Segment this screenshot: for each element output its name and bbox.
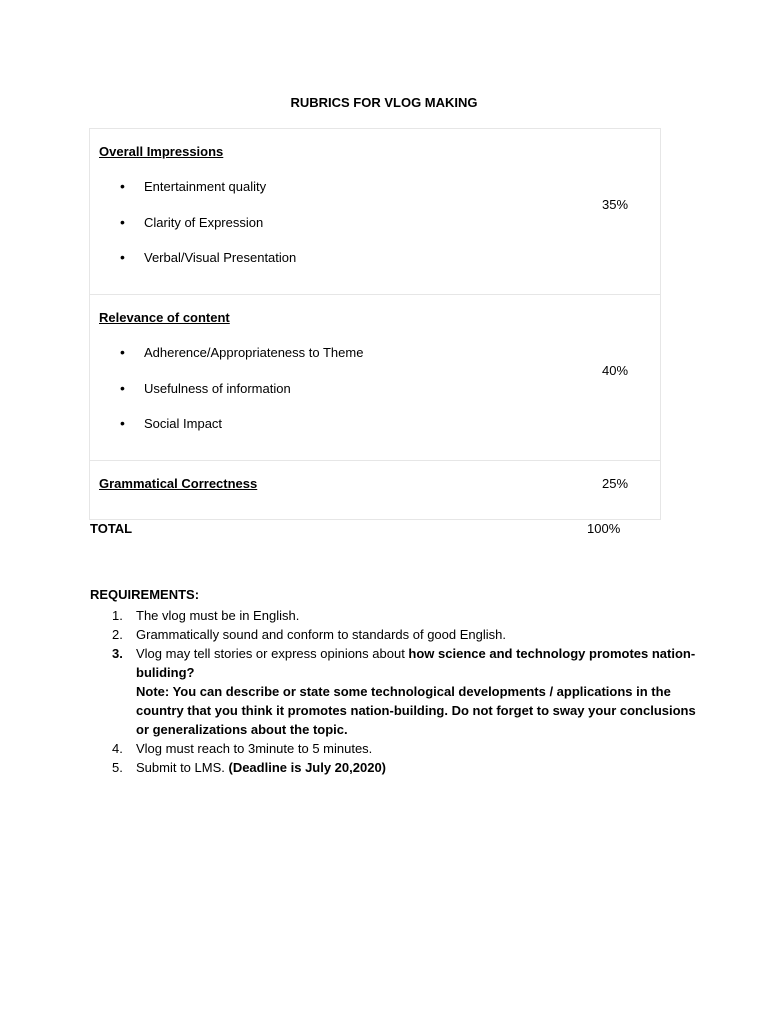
bullet-item [90,215,296,251]
bullet-text: Social Impact [144,416,223,431]
requirement-item [0,739,696,758]
requirement-item [0,758,696,777]
bullet-text: Verbal/Visual Presentation [144,250,297,265]
rubric-table [89,128,661,520]
bullet-text: Adherence/Appropriateness to Theme [144,345,364,360]
criterion-weight: 35% [602,197,629,212]
requirement-number: 5. [112,760,123,775]
criterion-title: Grammatical Correctness [99,476,258,491]
bullet-item [90,179,296,215]
bullet-item [90,250,296,286]
criterion-title: Overall Impressions [99,144,224,159]
bullet-dot-icon: • [120,415,125,431]
bullet-dot-icon: • [120,213,125,230]
criterion-bullet-list [90,179,296,286]
bullet-dot-icon: • [120,178,125,194]
requirement-number: 4. [112,741,123,756]
requirement-text: Grammatically sound and conform to standards of good English. [136,627,506,642]
requirement-deadline: (Deadline is July 20,2020) [228,760,387,775]
bullet-text: Entertainment quality [144,179,267,194]
bullet-item [90,381,363,417]
requirement-number: 2. [112,627,123,642]
document-title: RUBRICS FOR VLOG MAKING [290,95,478,110]
bullet-item [90,416,363,452]
total-value: 100% [587,521,621,536]
requirements-heading: REQUIREMENTS: [90,587,200,602]
requirement-item [0,644,696,739]
requirement-text: The vlog must be in English. [136,608,300,623]
requirements-list [0,606,768,777]
requirement-number: 3. [112,646,123,661]
criterion-weight: 25% [602,476,629,491]
requirement-text: Vlog may tell stories or express opinions about [136,646,409,661]
criterion-bullet-list [90,345,363,452]
bullet-item [90,345,363,381]
rubric-row-grammatical-correctness [90,461,660,519]
rubric-row-overall-impressions [90,129,660,295]
requirement-text: Vlog must reach to 3minute to 5 minutes. [136,741,373,756]
bullet-dot-icon: • [120,344,125,360]
rubric-row-relevance-of-content [90,295,660,461]
bullet-dot-icon: • [120,379,125,396]
criterion-weight: 40% [602,363,629,378]
requirement-item [0,606,696,625]
total-label: TOTAL [90,521,133,536]
bullet-text: Usefulness of information [144,380,291,396]
requirement-note: Note: You can describe or state some technological developments / applications in the country that you think it promotes nation-building. Do not forget to sway your conclusions or generalizations about the topic. [136,684,696,737]
bullet-dot-icon: • [120,249,125,265]
requirement-number: 1. [112,608,123,623]
bullet-text: Clarity of Expression [144,214,264,230]
requirement-text: Submit to LMS. [136,760,229,775]
requirement-bold-text: how science and technology promotes nation-buliding? [136,646,696,680]
requirement-item [0,625,696,644]
criterion-title: Relevance of content [99,310,230,325]
